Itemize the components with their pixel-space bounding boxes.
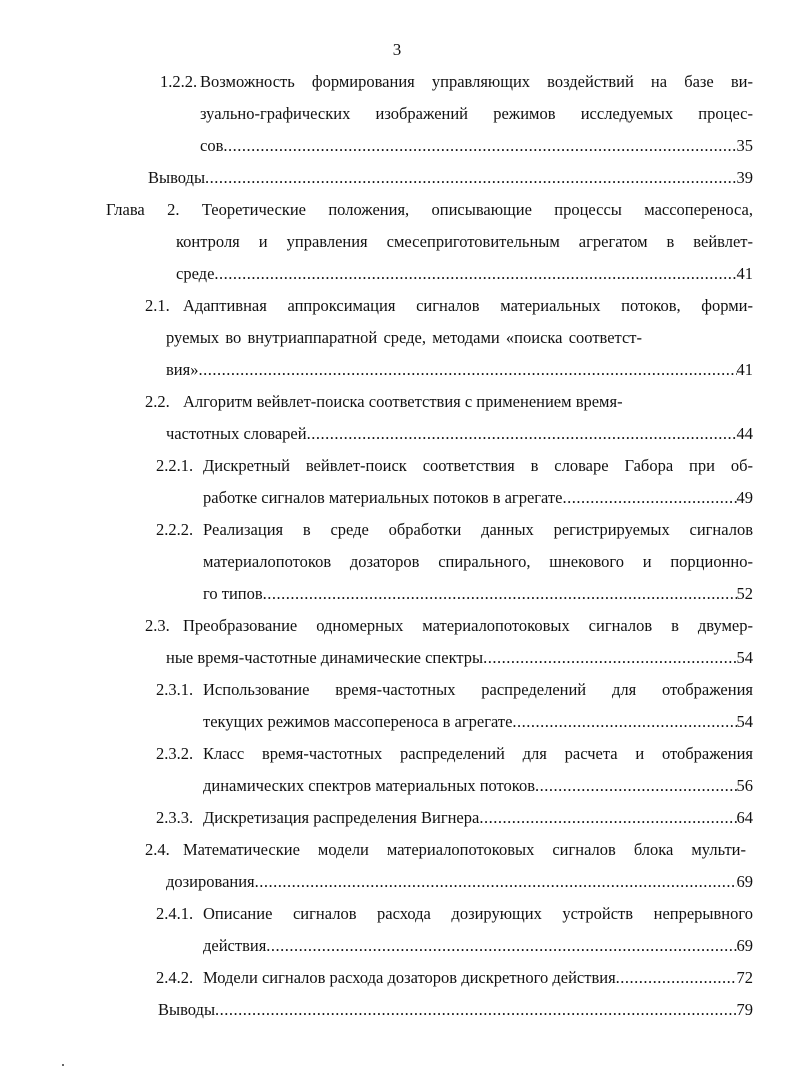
toc-page-number: 79 [736, 1000, 753, 1019]
dot-leader [198, 358, 736, 382]
toc-entry-text: динамических спектров материальных потоков [203, 776, 536, 795]
toc-entry-2-4-2-line1[interactable] [203, 966, 753, 990]
toc-entry-2-2-1-number: 2.2.1. [156, 456, 194, 475]
dot-leader [562, 486, 736, 510]
toc-page-number: 72 [736, 968, 753, 987]
toc-entry-2-2-1-line1: Дискретный вейвлет-поиск соответствия в словаре Габора при об- [203, 456, 753, 475]
toc-entry-text: среде [176, 264, 215, 283]
toc-entry-text: работке сигналов материальных потоков в агрегате [203, 488, 563, 507]
toc-entry-2-4-2-number: 2.4.2. [156, 968, 194, 987]
toc-entry-2-2-line1: Алгоритм вейвлет-поиска соответствия с применением время- [183, 392, 623, 411]
toc-entry-2-4-line2[interactable] [166, 870, 753, 894]
toc-entry-text: ные время-частотные динамические спектры [166, 648, 484, 667]
toc-entry-text: дозирования [166, 872, 255, 891]
toc-page-number: 39 [736, 168, 753, 187]
toc-entry-text: вия» [166, 360, 199, 379]
toc-entry-2-4-1-line1: Описание сигналов расхода дозирующих устройств непрерывного [203, 904, 753, 923]
toc-entry-1-2-2-number: 1.2.2. [160, 72, 198, 91]
toc-page-number: 69 [736, 936, 753, 955]
toc-entry-text: го типов [203, 584, 263, 603]
dot-leader [215, 998, 736, 1022]
toc-entry-2-4-line1: Математические модели материалопотоковых сигналов блока мульти- [183, 840, 746, 859]
toc-page-number: 64 [736, 808, 753, 827]
dot-leader [483, 646, 736, 670]
toc-page-number: 44 [736, 424, 753, 443]
toc-page-number: 49 [736, 488, 753, 507]
dot-leader [223, 134, 736, 158]
toc-entry-2-4-1-line2[interactable] [203, 934, 753, 958]
toc-page-number: 54 [736, 648, 753, 667]
toc-entry-1-2-2-line2: зуально-графических изображений режимов исследуемых процес- [200, 104, 753, 123]
toc-entry-2-1-line3[interactable] [166, 358, 753, 382]
toc-entry-2-1-line1: Адаптивная аппроксимация сигналов материальных потоков, форми- [183, 296, 753, 315]
toc-entry-text: текущих режимов массопереноса в агрегате [203, 712, 513, 731]
dot-leader [255, 870, 737, 894]
toc-entry-text: частотных словарей [166, 424, 307, 443]
toc-page-number: 69 [736, 872, 753, 891]
dot-leader [512, 710, 736, 734]
toc-entry-2-3-1-line1: Использование время-частотных распределений для отображения [203, 680, 753, 699]
toc-entry-2-3-2-line2[interactable] [203, 774, 753, 798]
toc-entry-1-2-2-line3[interactable] [200, 134, 753, 158]
toc-page-number: 52 [736, 584, 753, 603]
toc-entry-2-3-line1: Преобразование одномерных материалопотоковых сигналов в двумер- [183, 616, 753, 635]
toc-entry-conclusions-1[interactable] [148, 166, 753, 190]
toc-entry-2-2-number: 2.2. [145, 392, 170, 411]
toc-entry-conclusions-2[interactable] [158, 998, 753, 1022]
dot-leader [266, 934, 736, 958]
toc-entry-2-3-3-number: 2.3.3. [156, 808, 194, 827]
toc-entry-2-3-2-number: 2.3.2. [156, 744, 194, 763]
toc-page-number: 35 [736, 136, 753, 155]
toc-entry-2-4-1-number: 2.4.1. [156, 904, 194, 923]
toc-entry-2-3-number: 2.3. [145, 616, 170, 635]
dot-leader [214, 262, 736, 286]
toc-entry-2-2-line2[interactable] [166, 422, 753, 446]
toc-entry-text: сов [200, 136, 224, 155]
toc-entry-text: Выводы [148, 168, 206, 187]
page-number: 3 [392, 40, 402, 59]
toc-entry-2-3-1-number: 2.3.1. [156, 680, 194, 699]
toc-entry-text: Выводы [158, 1000, 216, 1019]
toc-entry-text: Дискретизация распределения Вигнера [203, 808, 480, 827]
toc-entry-2-2-1-line2[interactable] [203, 486, 753, 510]
dot-leader [205, 166, 736, 190]
toc-page-number: 41 [736, 360, 753, 379]
toc-page-number: 41 [736, 264, 753, 283]
scan-speck [62, 1064, 64, 1066]
toc-entry-2-3-3-line1[interactable] [203, 806, 753, 830]
dot-leader [307, 422, 737, 446]
toc-entry-2-3-2-line1: Класс время-частотных распределений для расчета и отображения [203, 744, 753, 763]
toc-entry-1-2-2-line1: Возможность формирования управляющих воздействий на базе ви- [200, 72, 753, 91]
toc-entry-2-2-2-line2: материалопотоков дозаторов спирального, шнекового и порционно- [203, 552, 753, 571]
dot-leader [263, 582, 737, 606]
dot-leader [479, 806, 736, 830]
toc-chapter-2-line3[interactable] [176, 262, 753, 286]
toc-entry-2-3-1-line2[interactable] [203, 710, 753, 734]
toc-entry-2-3-line2[interactable] [166, 646, 753, 670]
dot-leader [535, 774, 736, 798]
toc-chapter-2-line2: контроля и управления смесеприготовительным агрегатом в вейвлет- [176, 232, 753, 251]
toc-page-number: 56 [736, 776, 753, 795]
toc-chapter-2-line1: Глава 2. Теоретические положения, описывающие процессы массопереноса, [106, 200, 753, 219]
toc-entry-2-2-2-line3[interactable] [203, 582, 753, 606]
toc-entry-text: Модели сигналов расхода дозаторов дискретного действия [203, 968, 616, 987]
toc-entry-2-2-2-line1: Реализация в среде обработки данных регистрируемых сигналов [203, 520, 753, 539]
toc-entry-2-4-number: 2.4. [145, 840, 170, 859]
toc-entry-text: действия [203, 936, 267, 955]
toc-entry-2-1-line2: руемых во внутриаппаратной среде, методами «поиска соответст- [166, 328, 642, 347]
toc-entry-2-1-number: 2.1. [145, 296, 170, 315]
dot-leader [616, 966, 737, 990]
toc-entry-2-2-2-number: 2.2.2. [156, 520, 194, 539]
toc-page-number: 54 [736, 712, 753, 731]
